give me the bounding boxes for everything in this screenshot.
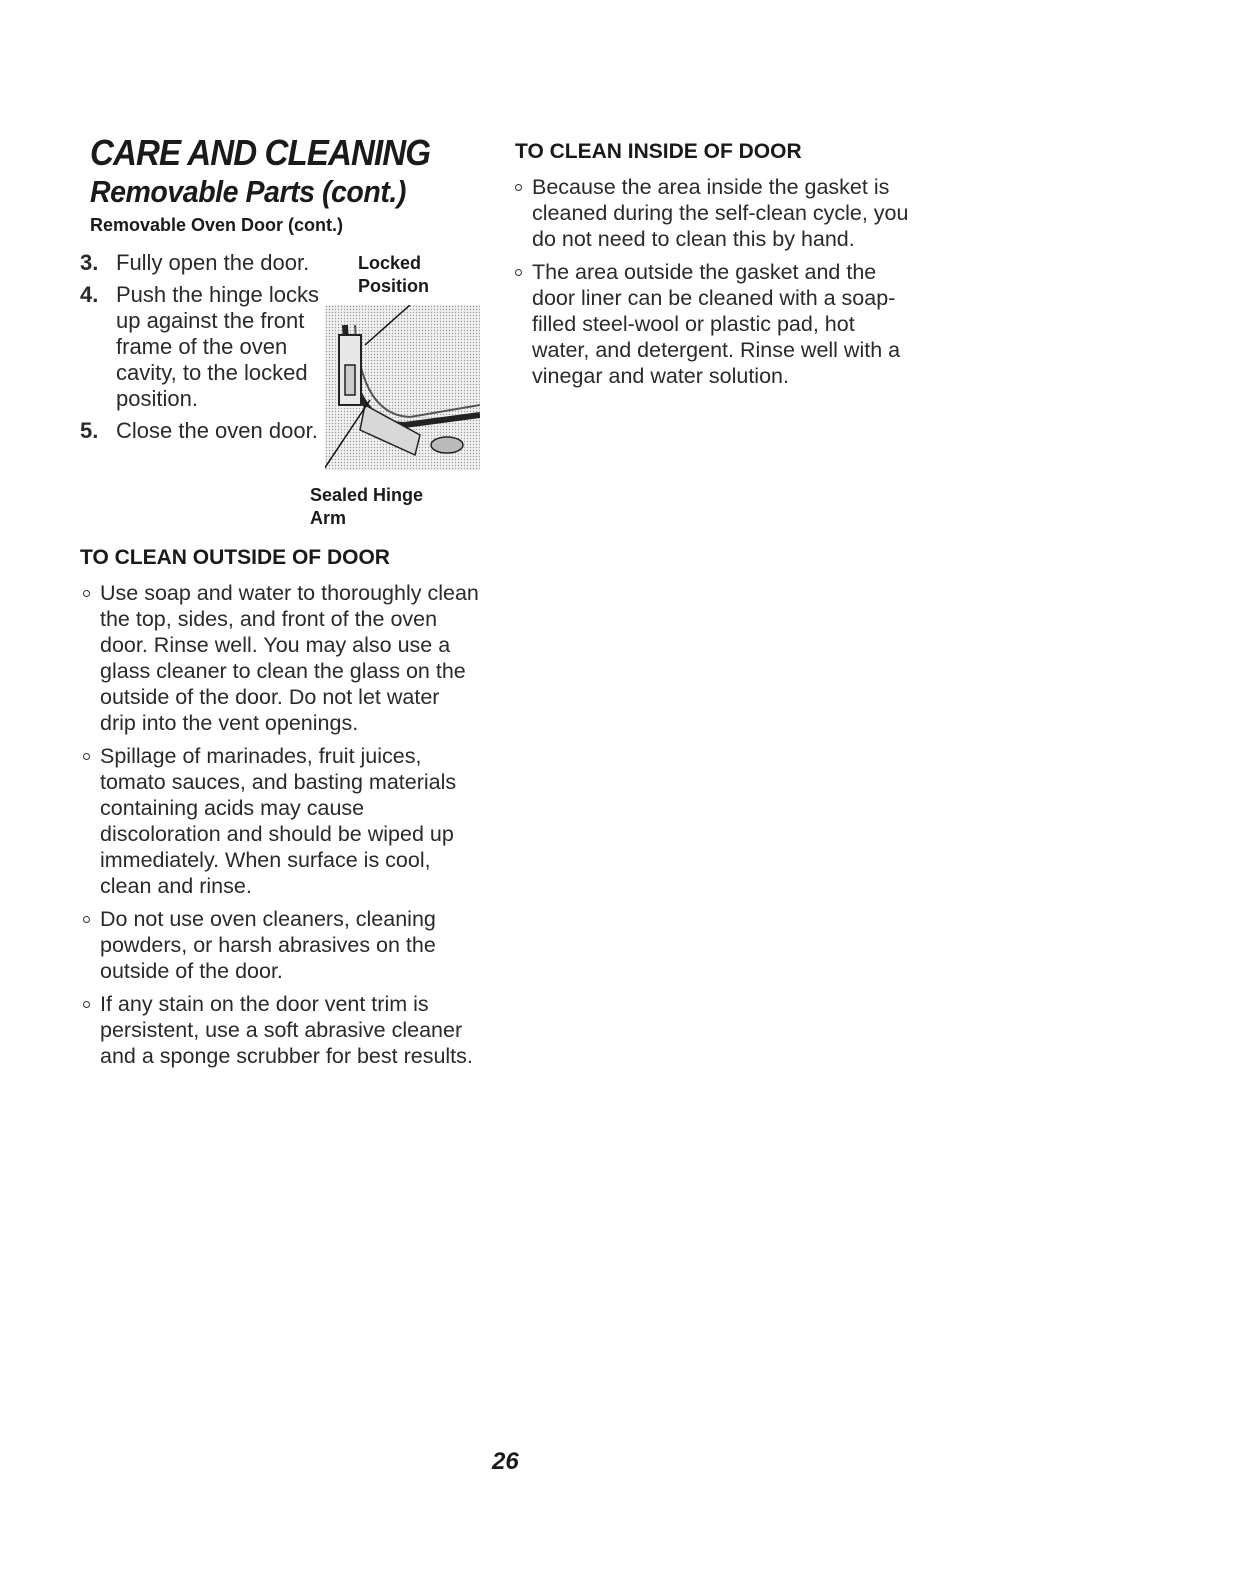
list-item-text: If any stain on the door vent trim is persistent, use a soft abrasive cleaner and a sponge scrubber for best results. — [100, 992, 473, 1068]
hinge-illustration-svg — [325, 305, 480, 470]
list-item — [80, 743, 480, 899]
bullet-icon — [83, 753, 90, 760]
list-item — [80, 906, 480, 984]
list-item-text: Do not use oven cleaners, cleaning powders, or harsh abrasives on the outside of the door. — [100, 907, 436, 983]
figure-label-sealed-hinge-arm: Sealed Hinge Arm — [310, 485, 424, 528]
list-item — [80, 991, 480, 1069]
inside-door-heading: TO CLEAN INSIDE OF DOOR — [515, 140, 802, 163]
section-subheading: Removable Oven Door (cont.) — [90, 215, 344, 235]
list-item — [80, 580, 480, 736]
list-item — [512, 259, 912, 389]
step-list — [80, 250, 320, 444]
step-number: 3. — [80, 250, 99, 275]
hinge-lock-illustration — [325, 305, 480, 470]
figure-label-locked-position: Locked Position — [358, 253, 429, 296]
page-subtitle: Removable Parts (cont.) — [90, 174, 406, 209]
bullet-icon — [83, 916, 90, 923]
outside-door-list — [80, 580, 480, 1069]
hinge-lock-tab — [345, 365, 355, 395]
bullet-icon — [515, 184, 522, 191]
list-item — [512, 174, 912, 252]
hinge-pin — [431, 437, 463, 453]
bullet-icon — [83, 590, 90, 597]
bullet-icon — [83, 1001, 90, 1008]
list-item-text: Spillage of marinades, fruit juices, tomato sauces, and basting materials containing acids may cause discoloration and should be wiped up immediately. When surface is cool, clean and rinse. — [100, 744, 457, 898]
step-number: 4. — [80, 282, 99, 307]
step-item — [80, 282, 320, 412]
outside-door-heading: TO CLEAN OUTSIDE OF DOOR — [80, 546, 390, 569]
list-item-text: The area outside the gasket and the door liner can be cleaned with a soap-filled steel-wool or plastic pad, hot water, and detergent. Rinse well with a vinegar and water solution. — [532, 260, 901, 388]
step-text: Fully open the door. — [116, 250, 310, 275]
list-item-text: Use soap and water to thoroughly clean the top, sides, and front of the oven door. Rinse well. You may also use a glass cleaner to clean the glass on the outside of the door. Do not let water drip into the vent openings. — [100, 581, 479, 735]
step-text: Close the oven door. — [116, 418, 318, 443]
step-item — [80, 250, 320, 276]
step-item — [80, 418, 320, 444]
page-title: CARE AND CLEANING — [90, 132, 431, 173]
list-item-text: Because the area inside the gasket is cleaned during the self-clean cycle, you do not need to clean this by hand. — [532, 175, 909, 251]
bullet-icon — [515, 269, 522, 276]
step-number: 5. — [80, 418, 99, 443]
page-number: 26 — [492, 1448, 519, 1475]
inside-door-list — [512, 174, 912, 389]
step-text: Push the hinge locks up against the front frame of the oven cavity, to the locked position. — [116, 282, 320, 411]
